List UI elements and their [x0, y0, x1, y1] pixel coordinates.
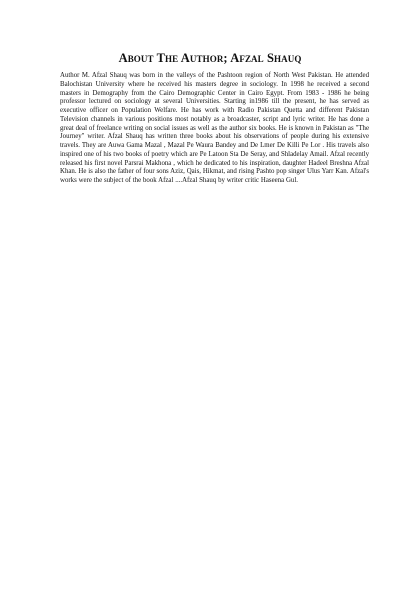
page-title: About The Author; Afzal Shauq	[118, 51, 302, 65]
author-biography-paragraph: Author M. Afzal Shauq was born in the valleys of the Pashtoon region of North West Pakistan. He attended Balochistan University where he received his masters degree in sociology. In 1998 he received a second masters in Demography from the Cairo Demographic Center in Cairo Egypt. From 1983 - 1986 he being professor lectured on sociology at several Universities. Starting in1986 till the present, he has served as executive officer on Population Welfare. He has work with Radio Pakistan Quetta and different Pakistan Television channels in various positions most notably as a broadcaster, script and lyric writer. He has done a great deal of freelance writing on social issues as well as the author six books. He is known in Pakistan as "The Journey" writer. Afzal Shauq has written three books about his observations of people during his extensive travels. They are Auwa Gama Mazal , Mazal Pe Waura Bandey and De Lmer De Killi Pe Lor . His travels also inspired one of his two books of poetry which are Pe Latoon Sta De Seray, and Shladelay Amail. Afzal recently released his first novel Parsrai Makhona , which he dedicated to his inspiration, daughter Hadeel Breshna Afzal Khan. He is also the father of four sons Aziz, Qais, Hikmat, and rising Pashto pop singer Ulus Yarr Kan. Afzal's works were the subject of the book Afzal ....Afzal Shauq by writer critic Haseena Gul.	[60, 72, 369, 184]
